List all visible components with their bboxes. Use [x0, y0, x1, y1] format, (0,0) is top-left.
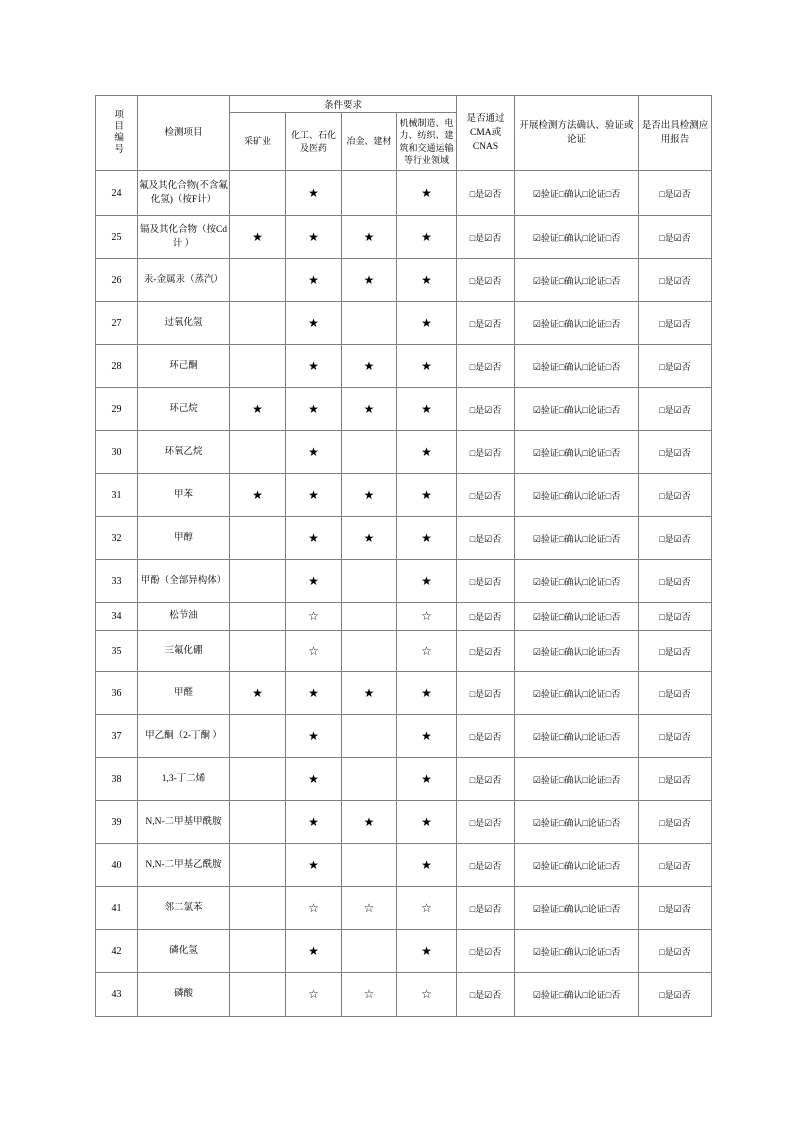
detection-items-table: [95, 95, 712, 1017]
mark-mining-cell: [230, 171, 286, 216]
method-checkbox-cell: ☑验证□确认□论证□否: [515, 887, 639, 930]
method-checkbox-cell: ☑验证□确认□论证□否: [515, 216, 639, 259]
item-name-cell: 氟及其化合物(不含氟化氢)（按F计）: [138, 171, 230, 216]
method-checkbox-cell: ☑验证□确认□论证□否: [515, 560, 639, 603]
project-no-cell: 31: [96, 474, 138, 517]
project-no-cell: 36: [96, 672, 138, 715]
cma-checkbox-cell: □是☑否: [457, 973, 515, 1017]
item-name-cell: 甲酚（全部异构体）: [138, 560, 230, 603]
mark-chemical-cell: ☆: [286, 603, 342, 631]
mark-mining-cell: [230, 431, 286, 474]
table-row: [96, 758, 712, 801]
method-checkbox-cell: ☑验证□确认□论证□否: [515, 431, 639, 474]
item-name-cell: 甲醛: [138, 672, 230, 715]
item-name-cell: 环己酮: [138, 345, 230, 388]
report-checkbox-cell: □是☑否: [639, 844, 712, 887]
project-no-cell: 32: [96, 517, 138, 560]
mark-machinery-cell: ★: [397, 715, 457, 758]
project-no-cell: 33: [96, 560, 138, 603]
report-checkbox-cell: □是☑否: [639, 259, 712, 302]
item-name-cell: 1,3-丁二烯: [138, 758, 230, 801]
report-checkbox-cell: □是☑否: [639, 345, 712, 388]
cma-checkbox-cell: □是☑否: [457, 930, 515, 973]
project-no-cell: 41: [96, 887, 138, 930]
table-row: [96, 631, 712, 672]
mark-metallurgy-cell: ★: [342, 801, 397, 844]
item-name-cell: 邻二氯苯: [138, 887, 230, 930]
mark-mining-cell: [230, 302, 286, 345]
mark-chemical-cell: ★: [286, 930, 342, 973]
mark-machinery-cell: ★: [397, 930, 457, 973]
mark-chemical-cell: ★: [286, 345, 342, 388]
mark-metallurgy-cell: [342, 631, 397, 672]
cma-checkbox-cell: □是☑否: [457, 758, 515, 801]
method-checkbox-cell: ☑验证□确认□论证□否: [515, 930, 639, 973]
cma-checkbox-cell: □是☑否: [457, 216, 515, 259]
mark-metallurgy-cell: ★: [342, 517, 397, 560]
mark-chemical-cell: ★: [286, 388, 342, 431]
method-checkbox-cell: ☑验证□确认□论证□否: [515, 631, 639, 672]
cma-checkbox-cell: □是☑否: [457, 715, 515, 758]
project-no-cell: 37: [96, 715, 138, 758]
report-checkbox-cell: □是☑否: [639, 603, 712, 631]
table-row: [96, 431, 712, 474]
project-no-cell: 28: [96, 345, 138, 388]
report-checkbox-cell: □是☑否: [639, 302, 712, 345]
mark-mining-cell: [230, 631, 286, 672]
table-row: [96, 973, 712, 1017]
mark-metallurgy-cell: [342, 171, 397, 216]
mark-metallurgy-cell: ★: [342, 259, 397, 302]
mark-mining-cell: [230, 560, 286, 603]
mark-metallurgy-cell: [342, 844, 397, 887]
item-name-cell: 磷酸: [138, 973, 230, 1017]
method-checkbox-cell: ☑验证□确认□论证□否: [515, 603, 639, 631]
header-project-no: [96, 96, 138, 171]
mark-metallurgy-cell: [342, 930, 397, 973]
cma-checkbox-cell: □是☑否: [457, 259, 515, 302]
project-no-cell: 24: [96, 171, 138, 216]
mark-chemical-cell: ★: [286, 715, 342, 758]
method-checkbox-cell: ☑验证□确认□论证□否: [515, 801, 639, 844]
cma-checkbox-cell: □是☑否: [457, 672, 515, 715]
report-checkbox-cell: □是☑否: [639, 517, 712, 560]
report-checkbox-cell: □是☑否: [639, 560, 712, 603]
item-name-cell: 甲苯: [138, 474, 230, 517]
mark-chemical-cell: ★: [286, 302, 342, 345]
mark-mining-cell: [230, 345, 286, 388]
cma-checkbox-cell: □是☑否: [457, 603, 515, 631]
table-row: [96, 560, 712, 603]
report-checkbox-cell: □是☑否: [639, 631, 712, 672]
mark-mining-cell: [230, 603, 286, 631]
table-row: [96, 171, 712, 216]
mark-machinery-cell: ☆: [397, 603, 457, 631]
method-checkbox-cell: ☑验证□确认□论证□否: [515, 345, 639, 388]
header-method-verification: 开展检测方法确认、验证或论证: [515, 96, 639, 171]
report-checkbox-cell: □是☑否: [639, 758, 712, 801]
report-checkbox-cell: □是☑否: [639, 887, 712, 930]
item-name-cell: 镉及其化合物（按Cd计 ）: [138, 216, 230, 259]
method-checkbox-cell: ☑验证□确认□论证□否: [515, 388, 639, 431]
cma-checkbox-cell: □是☑否: [457, 388, 515, 431]
item-name-cell: 甲乙酮（2-丁酮 ）: [138, 715, 230, 758]
mark-mining-cell: [230, 844, 286, 887]
project-no-cell: 27: [96, 302, 138, 345]
method-checkbox-cell: ☑验证□确认□论证□否: [515, 517, 639, 560]
method-checkbox-cell: ☑验证□确认□论证□否: [515, 844, 639, 887]
mark-metallurgy-cell: [342, 431, 397, 474]
mark-mining-cell: ★: [230, 672, 286, 715]
mark-mining-cell: [230, 930, 286, 973]
mark-machinery-cell: ★: [397, 388, 457, 431]
table-row: [96, 887, 712, 930]
header-row-top: [96, 96, 712, 113]
method-checkbox-cell: ☑验证□确认□论证□否: [515, 302, 639, 345]
mark-mining-cell: [230, 715, 286, 758]
item-name-cell: 汞-金属汞（蒸汽）: [138, 259, 230, 302]
table-row: [96, 715, 712, 758]
table-row: [96, 603, 712, 631]
mark-chemical-cell: ★: [286, 801, 342, 844]
mark-machinery-cell: ★: [397, 844, 457, 887]
mark-metallurgy-cell: ★: [342, 345, 397, 388]
mark-metallurgy-cell: ★: [342, 474, 397, 517]
report-checkbox-cell: □是☑否: [639, 171, 712, 216]
mark-metallurgy-cell: ★: [342, 388, 397, 431]
mark-chemical-cell: ★: [286, 517, 342, 560]
report-checkbox-cell: □是☑否: [639, 973, 712, 1017]
mark-machinery-cell: ★: [397, 171, 457, 216]
mark-machinery-cell: ★: [397, 259, 457, 302]
mark-metallurgy-cell: [342, 603, 397, 631]
item-name-cell: N,N-二甲基乙酰胺: [138, 844, 230, 887]
cma-checkbox-cell: □是☑否: [457, 431, 515, 474]
mark-machinery-cell: ☆: [397, 887, 457, 930]
item-name-cell: 松节油: [138, 603, 230, 631]
mark-mining-cell: [230, 517, 286, 560]
project-no-cell: 38: [96, 758, 138, 801]
mark-chemical-cell: ★: [286, 171, 342, 216]
header-condition-requirements: 条件要求: [230, 96, 457, 113]
project-no-cell: 39: [96, 801, 138, 844]
mark-mining-cell: [230, 887, 286, 930]
header-industry-metallurgy-building: 冶金、建材: [342, 113, 397, 171]
method-checkbox-cell: ☑验证□确认□论证□否: [515, 973, 639, 1017]
cma-checkbox-cell: □是☑否: [457, 302, 515, 345]
project-no-cell: 30: [96, 431, 138, 474]
report-checkbox-cell: □是☑否: [639, 388, 712, 431]
mark-chemical-cell: ☆: [286, 887, 342, 930]
mark-chemical-cell: ★: [286, 758, 342, 801]
report-checkbox-cell: □是☑否: [639, 431, 712, 474]
mark-chemical-cell: ☆: [286, 973, 342, 1017]
mark-chemical-cell: ☆: [286, 631, 342, 672]
mark-machinery-cell: ☆: [397, 973, 457, 1017]
mark-chemical-cell: ★: [286, 474, 342, 517]
project-no-cell: 35: [96, 631, 138, 672]
project-no-cell: 34: [96, 603, 138, 631]
mark-machinery-cell: ★: [397, 431, 457, 474]
mark-metallurgy-cell: [342, 302, 397, 345]
report-checkbox-cell: □是☑否: [639, 801, 712, 844]
mark-machinery-cell: ★: [397, 474, 457, 517]
mark-metallurgy-cell: [342, 758, 397, 801]
mark-mining-cell: [230, 259, 286, 302]
mark-machinery-cell: ★: [397, 517, 457, 560]
cma-checkbox-cell: □是☑否: [457, 887, 515, 930]
method-checkbox-cell: ☑验证□确认□论证□否: [515, 474, 639, 517]
mark-metallurgy-cell: [342, 560, 397, 603]
header-cma-cnas: 是否通过CMA或CNAS: [457, 96, 515, 171]
table-row: [96, 930, 712, 973]
mark-metallurgy-cell: ★: [342, 216, 397, 259]
report-checkbox-cell: □是☑否: [639, 672, 712, 715]
method-checkbox-cell: ☑验证□确认□论证□否: [515, 758, 639, 801]
cma-checkbox-cell: □是☑否: [457, 801, 515, 844]
cma-checkbox-cell: □是☑否: [457, 345, 515, 388]
project-no-cell: 25: [96, 216, 138, 259]
mark-mining-cell: ★: [230, 388, 286, 431]
table-row: [96, 517, 712, 560]
mark-chemical-cell: ★: [286, 431, 342, 474]
mark-metallurgy-cell: ★: [342, 672, 397, 715]
table-row: [96, 345, 712, 388]
mark-machinery-cell: ☆: [397, 631, 457, 672]
method-checkbox-cell: ☑验证□确认□论证□否: [515, 715, 639, 758]
report-checkbox-cell: □是☑否: [639, 474, 712, 517]
cma-checkbox-cell: □是☑否: [457, 517, 515, 560]
table-row: [96, 474, 712, 517]
method-checkbox-cell: ☑验证□确认□论证□否: [515, 672, 639, 715]
header-project-no-label: 项目编号: [112, 108, 123, 155]
method-checkbox-cell: ☑验证□确认□论证□否: [515, 259, 639, 302]
report-checkbox-cell: □是☑否: [639, 715, 712, 758]
mark-machinery-cell: ★: [397, 560, 457, 603]
item-name-cell: 环己烷: [138, 388, 230, 431]
mark-metallurgy-cell: ☆: [342, 887, 397, 930]
mark-machinery-cell: ★: [397, 672, 457, 715]
item-name-cell: 过氧化氢: [138, 302, 230, 345]
table-row: [96, 216, 712, 259]
method-checkbox-cell: ☑验证□确认□论证□否: [515, 171, 639, 216]
mark-machinery-cell: ★: [397, 302, 457, 345]
report-checkbox-cell: □是☑否: [639, 216, 712, 259]
header-item: 检测项目: [138, 96, 230, 171]
cma-checkbox-cell: □是☑否: [457, 844, 515, 887]
cma-checkbox-cell: □是☑否: [457, 171, 515, 216]
item-name-cell: 磷化氢: [138, 930, 230, 973]
cma-checkbox-cell: □是☑否: [457, 631, 515, 672]
table-row: [96, 259, 712, 302]
mark-mining-cell: [230, 973, 286, 1017]
mark-chemical-cell: ★: [286, 259, 342, 302]
mark-metallurgy-cell: ☆: [342, 973, 397, 1017]
mark-chemical-cell: ★: [286, 672, 342, 715]
mark-metallurgy-cell: [342, 715, 397, 758]
item-name-cell: 三氟化硼: [138, 631, 230, 672]
mark-machinery-cell: ★: [397, 801, 457, 844]
cma-checkbox-cell: □是☑否: [457, 474, 515, 517]
project-no-cell: 29: [96, 388, 138, 431]
table-row: [96, 672, 712, 715]
item-name-cell: N,N-二甲基甲酰胺: [138, 801, 230, 844]
item-name-cell: 环氧乙烷: [138, 431, 230, 474]
project-no-cell: 42: [96, 930, 138, 973]
cma-checkbox-cell: □是☑否: [457, 560, 515, 603]
mark-chemical-cell: ★: [286, 216, 342, 259]
mark-machinery-cell: ★: [397, 345, 457, 388]
header-industry-mining: 采矿业: [230, 113, 286, 171]
header-industry-machinery-etc: 机械制造、电力、纺织、建筑和交通运输等行业领域: [397, 113, 457, 171]
item-name-cell: 甲醇: [138, 517, 230, 560]
header-industry-chemical-pharma: 化工、石化及医药: [286, 113, 342, 171]
project-no-cell: 26: [96, 259, 138, 302]
mark-mining-cell: ★: [230, 474, 286, 517]
table-row: [96, 302, 712, 345]
table-row: [96, 844, 712, 887]
table-row: [96, 388, 712, 431]
report-checkbox-cell: □是☑否: [639, 930, 712, 973]
mark-machinery-cell: ★: [397, 758, 457, 801]
mark-mining-cell: [230, 758, 286, 801]
mark-machinery-cell: ★: [397, 216, 457, 259]
mark-mining-cell: ★: [230, 216, 286, 259]
mark-chemical-cell: ★: [286, 560, 342, 603]
mark-mining-cell: [230, 801, 286, 844]
project-no-cell: 40: [96, 844, 138, 887]
project-no-cell: 43: [96, 973, 138, 1017]
mark-chemical-cell: ★: [286, 844, 342, 887]
header-report: 是否出具检测应用报告: [639, 96, 712, 171]
table-row: [96, 801, 712, 844]
